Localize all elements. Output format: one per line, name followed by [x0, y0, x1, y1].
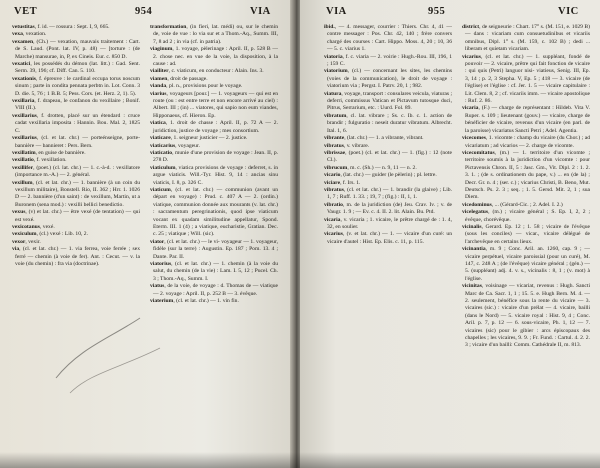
entry-definition: viatica provisions de voyage : deferret, s. in argue viaticis. Will.-Tyr. Hist. 9, 14 : ancias sinu viaticis, I. 8, p. 326 C.: [153, 164, 278, 186]
entry-headword: vexillarius: [12, 135, 37, 142]
entry-definition: (F.) — charge de représentant : Hildeb. Vita V. Ruper. s. 109 ; lieutenant (gouv.) — vicaire, charge de bénéficier de vicaire, revenus d'un vicaire (en parl. de la paroisse) vicariatus Sancti Petri ; Adel. Agentia.: [465, 105, 591, 134]
entry-definition: (cl. et lat. chr.) — 1. suppléant, fondé de pouvoir — 2. vicaire, prêtre qui fait fonction de vicaire : qui quis (Petri) languor nisi- viatieus, Senig. III, Ep. 3, 14 ; p. 2, 3 Stepha. V, Ep. 5 ; 418 — 3. vicaire (de l'église) et l'église : cf. Jer. 1. 5 — vicaire capitulaire : Lit. Clem. 8, 2 ; cf. vicariis imm. — vicaire apostolique : Ruf. 2. 86.: [465, 53, 591, 105]
entry-definition: (cl. et lat. chr.) — 1. vin fin.: [176, 298, 239, 305]
entry-headword: viaginum: [150, 46, 173, 53]
dictionary-entry: vibrissae, (poet.) (cl. et lat. chr.) — 1. (fig.) : 12 (note Cl.).: [324, 149, 452, 164]
right-page-header-guide-word-start: VIA: [326, 6, 347, 17]
dictionary-entry: vetustitas, f. id. — rossura : Sept. I, 9, 665.: [12, 24, 110, 30]
entry-definition: en guise de bannière.: [38, 149, 86, 156]
entry-headword: viaticum: [150, 186, 171, 193]
entry-headword: vicinalis: [462, 223, 482, 230]
right-page-column-2: [462, 24, 590, 350]
entry-headword: vicaria: [462, 105, 479, 112]
entry-definition: (lat. chr.) — 1. a vibrante, vibrant.: [347, 135, 424, 142]
dictionary-entry: vicinitas, voisinage — vicariat, revenus : Hugh. Sancti Marc de Ca. Sacr. 1, 1 ; 15. 5. e. Hugh Bern. M. 4. — 2. seulement, bénéfice sous la rente du vicaire — 3. vicaires (sic.) : vicaire d'un prélat — 4. vicaire, bailli (dans le Nord) — 5. vicaire royal : Hist. 9, 4 ; Conc. Aril. p. 7, p. 12 — 6. sous-vicaire, Ph. 1, 12 — 7. vicaires (sic) pour le gibier : arcs épiscopaux des chapelles ; les vicaires, 9. 9. ; Fr. Fund. : Cartul. 4. 2. 2. 3 ; vicaire d'un bailli: Comm. Cathédrale II, m. 813.: [462, 283, 591, 349]
dictionary-entry: vexus, (v) et lat. chr.) — être vexé (de tentation) — qui est vexé.: [12, 209, 141, 223]
entry-definition: (Ch.) — vexation, mauvais traitement : Cart. de S. Laud. (Pont. lat. IV, p. 48) — [torture : (de Marche) mansurae, in, P, ex Cineis. Eur. c. 850 D.: [15, 38, 141, 60]
entry-definition: (cl. et lat. chr.) — 1. bannière (à un coin du vexillum militaire), Bonstell. Rio, II. 362 ; Hrr. 1. 1026 D — 2. bannière (d'un saint) : de vexillum, Martin, ut a Buronem (sena mod.) : vexilli bellici benedictio.: [15, 179, 140, 208]
entry-definition: (cl. et lat. chr.) — communion (avant un départ en voyage) : Prud. c. 407 A — 2. (ordin.) viatique, communion donnée aux mourants (v. lat. chr.) : sacramentum peregrinationis, quod ipse viaticum vocant ex quadam similitudine appellatur, Spond. Eterm. III. 1 (4) ; a viatique, eucharistie, Gratian. Dec. c. 25 ; viatique ; Will. (sic).: [153, 186, 278, 238]
entry-definition: voisinage — vicariat, revenus : Hugh. Sancti Marc de Ca. Sacr. 1, 1 ; 15. 5. e. Hugh Bern. M. 4. — 2. seulement, bénéfice sous la rente du vicaire — 3. vicaires (sic.) : vicaire d'un prélat — 4. vicaire, bailli (dans le Nord) — 5. vicaire royal : Hist. 9, 4 ; Conc. Aril. p. 7, p. 12 — 6. sous-vicaire, Ph. 1, 12 — 7. vicaires (sic) pour le gibier : arcs épiscopaux des chapelles ; les vicaires, 9. 9. ; Fr. Fund. : Cartul. 4. 2. 2. 3 ; vicaire d'un bailli: Comm. Cathédrale II, m. 813.: [465, 283, 591, 349]
entry-headword: viatus: [150, 283, 165, 290]
entry-headword: viatoria: [324, 53, 343, 60]
entry-headword: vicario: [324, 172, 341, 179]
entry-definition: vexir.: [28, 238, 41, 245]
dictionary-entry: vexamen, (Ch.) — vexation, mauvais traitement : Cart. de S. Laud. (Pont. lat. IV, p. 48) — [torture : (de Marche) mansurae, in, P, ex Cineis. Eur. c. 850 D.: [12, 38, 141, 60]
entry-headword: vexatici: [12, 61, 31, 68]
dictionary-entry: vibrante, (lat. chr.) — 1. a vibrante, vibrant.: [324, 135, 424, 142]
entry-definition: de la voie, de voyage : d. Thomas de — viatique — 2. voyage : April. II, p. 252 B — 3. évêque.: [153, 283, 278, 297]
entry-headword: vexa: [12, 31, 23, 38]
entry-headword: vicedominus: [462, 201, 492, 208]
entry-headword: via: [12, 246, 20, 253]
entry-headword: viaterium: [150, 298, 174, 305]
entry-definition: v. vicaria ; 1. vicaire, le prêtre chargé de : 1. 4, 32, en soulier.: [327, 216, 452, 230]
dictionary-entry: vexationis, f. épreuve : le cardinal eccupa torus noscum sinum ; parte in condita pennata perbtn in. Lot. Conn. 3 D. die. 5, 76 ; 1 B.B. 5; Pess. Cors. (et. Herz. 2, 1). 5).: [12, 75, 140, 97]
entry-definition: vexé.: [42, 223, 55, 230]
entry-definition: 1. vicomte : champ du vicaire (du Chor.) ; ad vicariatum ; ad vicarios — 2. charge de vicomte.: [465, 135, 590, 149]
entry-headword: ibid.: [324, 24, 335, 30]
entry-definition: 1. voyage, pèlerinage : April. II, p. 528 B — 2. chose nec. en vue de la voie, la disposition, à la cause : ad.: [153, 46, 278, 68]
dictionary-entry: viaticarius, voyageur.: [150, 142, 200, 149]
dictionary-entry: viailiter, c. viaticum, en conducteur : Alain. Ins. 3.: [150, 68, 264, 75]
dictionary-entry: vexatici, les possédés du démon (lat. litt.) : Gad. Sent. Serm. 39, 196; cf. Diff. Can. 5. 110.: [12, 61, 140, 75]
dictionary-entry: vexillarius, (cl. et lat. chr.) — porteénseigne, porte-bannière — bannieret : Pers. Bern.: [12, 135, 140, 149]
dictionary-entry: via, (cl. et lat. chr.) — 1. via ferrea, voie ferrée ; sex ferré — chemin (à voie de fer). Ant. : Cecut. — v. la voie (du chemin) : fra via (doctrinae).: [12, 246, 141, 267]
dictionary-entry: vicecomes, 1. vicomte : champ du vicaire (du Chor.) ; ad vicariatum ; ad vicarios — 2. charge de vicomte.: [462, 135, 590, 149]
entry-headword: vexus: [12, 209, 26, 216]
dictionary-entry: vexiculum, (cl.) vexé : Lib. 10, 2.: [12, 231, 88, 238]
entry-headword: vetustitas: [12, 24, 35, 30]
entry-definition: (cl. et lat. chr.) — 1. brandir (la glaive) ; Lib. 1, 7 ; Ruff. 1. 33. ; 19, 7 ; (fig.) : II, 1, 1.: [327, 186, 452, 201]
entry-definition: voyageur.: [177, 142, 200, 149]
entry-headword: viatica: [150, 120, 166, 127]
dictionary-entry: vianda, pl. n., provisions pour le voyage.: [150, 83, 243, 90]
entry-headword: vicecomitatus: [462, 149, 495, 156]
entry-headword: vexamen: [12, 38, 34, 45]
entry-headword: vibratus: [324, 142, 344, 149]
entry-headword: vicarius: [462, 53, 481, 60]
entry-headword: viaticulum: [150, 164, 176, 171]
dictionary-entry: vicarius, (v. et lat. chr.) — 1. — vicaire d'un curé: un vicaire d'autel : Hist. Ep. Elis. c. 11, p. 115.: [324, 231, 453, 245]
entry-definition: f. drotten, placé sur un étendard : cruce cadat vexillaria imposita : Hannin. Bou. Mal. 2, 1825 C.: [15, 112, 140, 134]
entry-definition: voyage, transport : consulares veicula, viaturas ; deferri, commissus Vatican et Pictavum tutosque duci, Pitrus, Serrarium, etc. : Uurd. Fol. 89.: [327, 90, 453, 112]
entry-headword: vexillifer: [12, 164, 34, 171]
entry-definition: cl. lat. vibrare ; Ss. c. Ib. c. 1. action de brandir ; fulguratio : neseit duratur vibratum. Albrecht. Ital. 1, 6.: [327, 112, 453, 134]
entry-headword: viaticarius: [150, 142, 176, 149]
dictionary-entry: viatorium, (cl.) — concernant les sites, les chemins (voies de la communication), le droit de voyage : viatorium via ; Pergst. I. Patrv. 20, 1 ; 982.: [324, 68, 452, 90]
entry-definition: f. vexillation.: [36, 157, 67, 164]
right-page: [300, 0, 600, 468]
dictionary-entry: vicario, (lat. chr.) — guider (le pèlerin) ; pl. lettre.: [324, 172, 437, 179]
dictionary-entry: vicecomitatus, (m.) — 1. territoire d'un vicomte ; territoire soumis à la juridiction d'un vicomte : pour Pictavensis Chron. II, 5 : Jasc. Gm., Vit. Dipl. 2 : 1. 2. 3. 1. ; (de s. ordinationem du pape, v.) ... en (de la) ; Decr. Gr. n. 4 ; (ser. c.) ; vicarius Christi, B. Beno, Mut. Deutsch. Ps. 2. 3 ; seq. ; 1. 5. Gersd. Mit. 2, 1 ; sua Diem.: [462, 149, 590, 201]
right-page-columns: [324, 24, 590, 350]
entry-definition: munie d'une provision de voyage : Jean. II, p. 278 D.: [153, 149, 279, 164]
dictionary-entry: vicelegatus, (m.) ; vicaire général ; S. Ep. I, 2, 2 ; évêque, chorévêque.: [462, 209, 591, 223]
entry-definition: pl. n., provisions pour le voyage.: [168, 83, 243, 90]
entry-definition: v. vibrare.: [346, 142, 370, 149]
dictionary-entry: vibratus, v. vibrare.: [324, 142, 370, 149]
entry-definition: ... (Gérard-Cic. ; 2. Adel. I. 2.): [494, 201, 563, 208]
dictionary-entry: viaticulum, viatica provisions de voyage : deferret, s. in argue viaticis. Will.-Tyr. Hist. 9, 14 : ancias sinu viaticis, I. 8, p. 326 C.: [150, 164, 278, 186]
left-page-column-2: [150, 24, 278, 305]
entry-headword: vicinantia: [462, 246, 486, 253]
dictionary-entry: vibratio, m. de la juridiction (de) Jeu. Crav. Iv. ; v. de Vaugr. 1. 9 ; — Ev. c. 4. II. 2. lit. Alain. Bu. Ptd.: [324, 201, 453, 216]
entry-headword: district: [462, 24, 480, 30]
dictionary-entry: vicinantia, m. 9 ; Conc. Aril. an. 1260, cap. 9 ; — vicaire perpétuel, vicaire paroissial (pour un curé), M. 147, c. 248 A ; (de l'évêque) vicaire général ; (gén.) — 5. (suppléant) adj. 4. v. s., vicinalis : 8, 1 ; (v. mot) à l'église.: [462, 246, 590, 282]
entry-definition: m. c. (Sh.) — n. 9, 11 — n. 2.: [350, 164, 417, 171]
entry-definition: f. id. — rossura : Sept. I, 9, 665.: [37, 24, 110, 30]
dictionary-entry: vicarius, (cl. et lat. chr.) — 1. suppléant, fondé de pouvoir — 2. vicaire, prêtre qui fait fonction de vicaire : qui quis (Petri) languor nisi- viatieus, Senig. III, Ep. 3, 14 ; p. 2, 3 Stepha. V, Ep. 5 ; 418 — 3. vicaire (de l'église) et l'église : cf. Jer. 1. 5 — vicaire capitulaire : Lit. Clem. 8, 2 ; cf. vicariis imm. — vicaire apostolique : Ruf. 2. 86.: [462, 53, 591, 105]
entry-headword: vexillatio: [12, 157, 34, 164]
entry-definition: (m.) ; vicaire général ; S. Ep. I, 2, 2 ; évêque, chorévêque.: [465, 209, 591, 223]
dictionary-entry: vexor, vexir.: [12, 238, 41, 245]
entry-definition: (m.) — 1. territoire d'un vicomte ; territoire soumis à la juridiction d'un vicomte : pour Pictavensis Chron. II, 5 : Jasc. Gm., Vit. Dipl. 2 : 1. 2. 3. 1. ; (de s. ordinationem du pape, v.) ... en (de la) ; Decr. Gr. n. 4 ; (ser. c.) ; vicarius Christi, B. Beno, Mut. Deutsch. Ps. 2. 3 ; seq. ; 1. 5. Gersd. Mit. 2, 1 ; sua Diem.: [465, 149, 590, 201]
right-page-column-1: [324, 24, 452, 350]
entry-headword: vexillarius: [12, 112, 37, 119]
entry-definition: f. Irs. 1.: [342, 179, 361, 186]
entry-definition: 1. seigneur justicier — 2. justice.: [173, 135, 248, 142]
margin-pencil-mark: [50, 308, 170, 398]
entry-definition: vexation.: [25, 31, 47, 38]
entry-definition: de seigneurie : Chart. 17° s. (M. 151, e. 1029 B) — dans : vicariam cum consuetudinibus et vicariis omnibus, Dipl. 1° s. (M. 159, c. 102 B) ; dedi ... liberam et quietam vicariam.: [465, 24, 591, 53]
entry-definition: (cl. et lat. chr.) — porteénseigne, porte-bannière — bannieret : Pers. Bern.: [15, 135, 140, 149]
dictionary-entry: viaticatio, munie d'une provision de voyage : Jean. II, p. 278 D.: [150, 149, 279, 164]
dictionary-entry: viaticum, (cl. et lat. chr.) — communion (avant un départ en voyage) : Prud. c. 407 A — 2. (ordin.) viatique, communion donnée aux mourants (v. lat. chr.) : sacramentum peregrinationis, quod ipse viaticum vocant ex quadam similitudine appellatur, Spond. Eterm. III. 1 (4) ; a viatique, eucharistie, Gratian. Dec. c. 25 ; viatique ; Will. (sic).: [150, 186, 278, 238]
entry-headword: vicelegatus: [462, 209, 489, 216]
left-page-column-1: [12, 24, 140, 305]
dictionary-entry: viatus, de la voie, de voyage : d. Thomas de — viatique — 2. voyage : April. II, p. 252 B — 3. évêque.: [150, 283, 278, 297]
entry-headword: vicinitas: [462, 283, 482, 290]
entry-headword: vexillaria: [12, 98, 35, 105]
entry-headword: vibratus: [324, 186, 344, 193]
entry-headword: viaticatio: [150, 149, 173, 156]
entry-definition: voyageurs [pour.] — 1. voyageurs — qui est en route (ou : est entre terre et non encore arrivé au ciel) : Albert. III ; (in) ... viatores, qui sapio non eum viandes, Hipponaeus, cf. Hieron. Ep.: [153, 90, 279, 119]
entry-headword: vexationis: [12, 75, 36, 82]
entry-headword: viamen: [150, 75, 168, 82]
entry-headword: viaticare: [150, 135, 171, 142]
entry-headword: viciare: [324, 179, 341, 186]
entry-headword: vibrissae: [324, 149, 346, 156]
entry-definition: (cl. et lat. chr.) — 1. chemin (à la voie du salut, du chemin (de la vie) : Lam. I. 5, 12 ; Pucel. Ch. 3 ; Thom.-Aq., Summ. I.: [153, 261, 279, 282]
dictionary-entry: vibrucum, m. c. (Sh.) — n. 9, 11 — n. 2.: [324, 164, 417, 171]
dictionary-entry: viamen, droit de passage.: [150, 75, 208, 82]
dictionary-entry: vicinalis, Gerard. Ep. 12 ; 1. 58 ; vicaire de l'évêque (sous les conciles) — vicar., vicaire délégué de l'archevêque en certains lieux.: [462, 223, 590, 245]
entry-definition: (cl. et lat. chr.) — 1. via ferrea, voie ferrée ; sex ferré — chemin (à voie de fer). Ant. : Cecut. — v. la voie (du chemin) : fra via (doctrinae).: [15, 246, 141, 267]
left-page-header-guide-word-start: VET: [14, 6, 38, 17]
entry-definition: m. 9 ; Conc. Aril. an. 1260, cap. 9 ; — vicaire perpétuel, vicaire paroissial (pour un curé), M. 147, c. 248 A ; (de l'évêque) vicaire général ; (gén.) — 5. (suppléant) adj. 4. v. s., vicinalis : 8, 1 ; (v. mot) à l'église.: [465, 246, 590, 282]
entry-definition: 1. droit de chasse : April. II, p. 72 A — 2. juridiction, justice de voyage ; mes consortium.: [153, 120, 278, 134]
entry-headword: viailiter: [150, 68, 169, 75]
entry-definition: — 4. messager, courrier : Thiers. Chr. 4, 41 — contre messager : Pos. Chr. 42, 140 ; frère convers chargé des courses : Cart. Hippo. Moss. 4, 20 ; 10, 36 — 5. c. viarius 1.: [327, 24, 452, 53]
entry-definition: (v) et lat. chr.) — être vexé (de tentation) — qui est vexé.: [15, 209, 141, 223]
entry-headword: vicaria: [324, 216, 341, 223]
dictionary-entry: vicedominus, ... (Gérard-Cic. ; 2. Adel. I. 2.): [462, 201, 563, 208]
entry-headword: viarius: [150, 90, 167, 97]
entry-headword: vexillum: [12, 179, 33, 186]
entry-headword: vexor: [12, 238, 26, 245]
left-page-number: 954: [135, 6, 153, 17]
dictionary-entry: viatica, 1. droit de chasse : April. II, p. 72 A — 2. juridiction, justice de voyage ; mes consortium.: [150, 120, 278, 134]
entry-definition: Gerard. Ep. 12 ; 1. 58 ; vicaire de l'évêque (sous les conciles) — vicar., vicaire délégué de l'archevêque en certains lieux.: [465, 223, 590, 245]
dictionary-entry: vexa, vexation.: [12, 31, 47, 38]
entry-headword: vexiculum: [12, 231, 37, 238]
dictionary-entry: viaticare, 1. seigneur justicier — 2. justice.: [150, 135, 248, 142]
entry-definition: (poet.) (cl. et lat. chr.) — 1. (fig.) : 12 (note Cl.).: [327, 149, 452, 164]
dictionary-entry: transformation, (in fieri, lat. médi) ou, sur le chemin de, voie de vue : lo via sur et a Thom.-Aq., Summ. III, 7, 8 ad 2 ; in via (cf. in patria).: [150, 24, 278, 45]
dictionary-entry: ibid., — 4. messager, courrier : Thiers. Chr. 4, 41 — contre messager : Pos. Chr. 42, 140 ; frère convers chargé des courses : Cart. Hippo. Moss. 4, 20 ; 10, 36 — 5. c. viarius 1.: [324, 24, 452, 53]
dictionary-entry: viciare, f. Irs. 1.: [324, 179, 361, 186]
entry-headword: viatorium: [324, 68, 348, 75]
right-page-number: 955: [428, 6, 446, 17]
entry-definition: (poet.) (cl. lat. chr.) — 1. c.-à-d. : vexillatore (importance m.-A.) — 2. général.: [15, 164, 140, 179]
left-page-header-guide-word-end: VIA: [250, 6, 271, 17]
left-page-columns: [12, 24, 278, 305]
entry-definition: c. viaticum, en conducteur : Alain. Ins. 3.: [171, 68, 264, 75]
dictionary-entry: viarius, voyageurs [pour.] — 1. voyageurs — qui est en route (ou : est entre terre et non encore arrivé au ciel) : Albert. III ; (in) ... viatores, qui sapio non eum viandes, Hipponaeus, cf. Hieron. Ep.: [150, 90, 279, 119]
entry-headword: vibrucum: [324, 164, 348, 171]
dictionary-entry: vexicotanus, vexé.: [12, 223, 55, 230]
entry-definition: (cl.) vexé : Lib. 10, 2.: [39, 231, 88, 238]
entry-headword: vibrante: [324, 135, 345, 142]
dictionary-entry: vibratus, (cl. et lat. chr.) — 1. brandir (la glaive) ; Lib. 1, 7 ; Ruff. 1. 33. ; 19, 7 ; (fig.) : II, 1, 1.: [324, 186, 452, 201]
entry-definition: (v. et lat. chr.) — 1. — vicaire d'un curé: un vicaire d'autel : Hist. Ep. Elis. c. 11, p. 115.: [327, 231, 453, 245]
dictionary-entry: viatoria, f. c. viaria — 2. voirie : Hugh.-Rou. III, 196, 1 ; 159 C.: [324, 53, 452, 68]
dictionary-entry: vicaria, (F.) — charge de représentant : Hildeb. Vita V. Ruper. s. 109 ; lieutenant (gouv.) — vicaire, charge de bénéficier de vicaire, revenus d'un vicaire (en parl. de la paroisse) vicariatus Sancti Petri ; Adel. Agentia.: [462, 105, 591, 134]
entry-definition: (in fieri, lat. médi) ou, sur le chemin de, voie de vue : lo via sur et a Thom.-Aq., Summ. III, 7, 8 ad 2 ; in via (cf. in patria).: [153, 24, 278, 45]
dictionary-entry: vexillatim, en guise de bannière.: [12, 149, 86, 156]
entry-definition: f. drapeau, le confanon du vexillaire ; Bonif. VIII (II.).: [15, 98, 140, 112]
entry-headword: transformation: [150, 24, 187, 30]
dictionary-entry: vexillum, (cl. et lat. chr.) — 1. bannière (à un coin du vexillum militaire), Bonstell. Rio, II. 362 ; Hrr. 1. 1026 D — 2. bannière (d'un saint) : de vexillum, Martin, ut a Buronem (sena mod.) : vexilli bellici benedictio.: [12, 179, 140, 208]
entry-headword: vicecomes: [462, 135, 486, 142]
dictionary-entry: viator, (cl. et lat. chr.) — le vi- voyageur — 1. voyageur, fidèle (sur la terre) : Augustin. Ep. 187 ; Pom. 13. 4 ; Dante. Par. II.: [150, 238, 279, 260]
entry-headword: vexicotanus: [12, 223, 40, 230]
entry-headword: viatorius: [150, 261, 172, 267]
entry-headword: vexillatim: [12, 149, 36, 156]
dictionary-entry: vexillaria, f. drapeau, le confanon du vexillaire ; Bonif. VIII (II.).: [12, 98, 140, 112]
dictionary-entry: vexillatio, f. vexillation.: [12, 157, 67, 164]
entry-definition: (cl. et lat. chr.) — le vi- voyageur — 1. voyageur, fidèle (sur la terre) : Augustin. Ep. 187 ; Pom. 13. 4 ; Dante. Par. II.: [153, 238, 279, 260]
left-page: [0, 0, 292, 468]
entry-definition: droit de passage.: [170, 75, 208, 82]
entry-definition: f. épreuve : le cardinal eccupa torus noscum sinum ; parte in condita pennata perbtn in. Lot. Conn. 3 D. die. 5, 76 ; 1 B.B. 5; Pess. Cors. (et. Herz. 2, 1). 5).: [15, 75, 140, 97]
dictionary-entry: viaginum, 1. voyage, pèlerinage : April. II, p. 528 B — 2. chose nec. en vue de la voie, la disposition, à la cause : ad.: [150, 46, 278, 68]
entry-headword: vicarius: [324, 231, 343, 238]
entry-headword: viatura: [324, 90, 342, 97]
entry-headword: vibratio: [324, 201, 343, 208]
right-page-header-guide-word-end: VIC: [558, 6, 579, 17]
entry-headword: viator: [150, 238, 165, 245]
entry-headword: vibratum: [324, 112, 347, 119]
dictionary-entry: vexillarius, f. drotten, placé sur un étendard : cruce cadat vexillaria imposita : Hannin. Bou. Mal. 2, 1825 C.: [12, 112, 140, 134]
dictionary-entry: vexillifer, (poet.) (cl. lat. chr.) — 1. c.-à-d. : vexillatore (importance m.-A.) — 2. général.: [12, 164, 140, 179]
dictionary-entry: viatorius, (cl. et lat. chr.) — 1. chemin (à la voie du salut, du chemin (de la vie) : Lam. I. 5, 12 ; Pucel. Ch. 3 ; Thom.-Aq., Summ. I.: [150, 261, 279, 282]
entry-definition: les possédés du démon (lat. litt.) : Gad. Sent. Serm. 39, 196; cf. Diff. Can. 5. 110.: [15, 61, 140, 75]
dictionary-entry: district, de seigneurie : Chart. 17° s. (M. 151, e. 1029 B) — dans : vicariam cum consuetudinibus et vicariis omnibus, Dipl. 1° s. (M. 159, c. 102 B) ; dedi ... liberam et quietam vicariam.: [462, 24, 591, 53]
entry-definition: m. de la juridiction (de) Jeu. Crav. Iv. ; v. de Vaugr. 1. 9 ; — Ev. c. 4. II. 2. lit. Alain. Bu. Ptd.: [327, 201, 453, 216]
entry-definition: (cl.) — concernant les sites, les chemins (voies de la communication), le droit de voyage : viatorium via ; Pergst. I. Patrv. 20, 1 ; 982.: [327, 68, 452, 90]
bottom-shadow: [0, 452, 600, 468]
dictionary-entry: vibratum, cl. lat. vibrare ; Ss. c. Ib. c. 1. action de brandir ; fulguratio : neseit duratur vibratum. Albrecht. Ital. 1, 6.: [324, 112, 453, 134]
entry-definition: (lat. chr.) — guider (le pèlerin) ; pl. lettre.: [343, 172, 437, 179]
dictionary-entry: viaterium, (cl. et lat. chr.) — 1. vin fin.: [150, 298, 239, 305]
entry-headword: vianda: [150, 83, 167, 90]
entry-definition: f. c. viaria — 2. voirie : Hugh.-Rou. III, 196, 1 ; 159 C.: [327, 53, 452, 68]
dictionary-entry: vicaria, v. vicaria ; 1. vicaire, le prêtre chargé de : 1. 4, 32, en soulier.: [324, 216, 452, 230]
dictionary-entry: viatura, voyage, transport : consulares veicula, viaturas ; deferri, commissus Vatican et Pictavum tutosque duci, Pitrus, Serrarium, etc. : Uurd. Fol. 89.: [324, 90, 453, 112]
